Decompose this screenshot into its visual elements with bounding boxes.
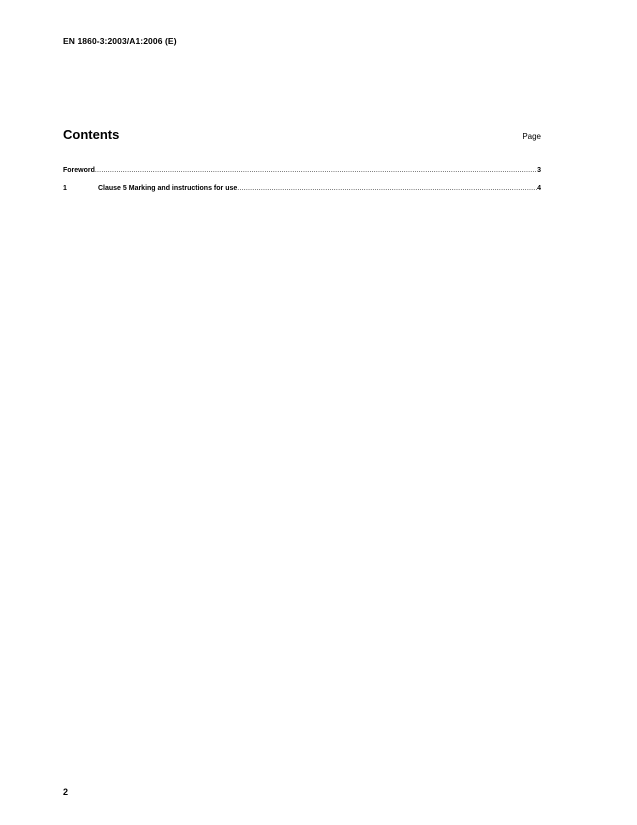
toc-entry-title: Foreword xyxy=(63,167,95,174)
contents-heading: Contents xyxy=(63,127,120,142)
document-id-header: EN 1860-3:2003/A1:2006 (E) xyxy=(63,36,177,46)
page-column-label: Page xyxy=(522,132,541,141)
table-of-contents xyxy=(63,165,541,201)
toc-entry-page: 4 xyxy=(537,185,541,192)
toc-entry-title: Clause 5 Marking and instructions for use xyxy=(98,185,238,192)
toc-dot-leader xyxy=(237,183,537,194)
toc-entry-number: 1 xyxy=(63,185,67,192)
toc-entry-page: 3 xyxy=(537,167,541,174)
toc-dot-leader xyxy=(95,165,537,176)
toc-entry-foreword[interactable] xyxy=(63,165,541,176)
toc-entry-clause-1[interactable] xyxy=(63,183,541,194)
page-number: 2 xyxy=(63,787,69,797)
